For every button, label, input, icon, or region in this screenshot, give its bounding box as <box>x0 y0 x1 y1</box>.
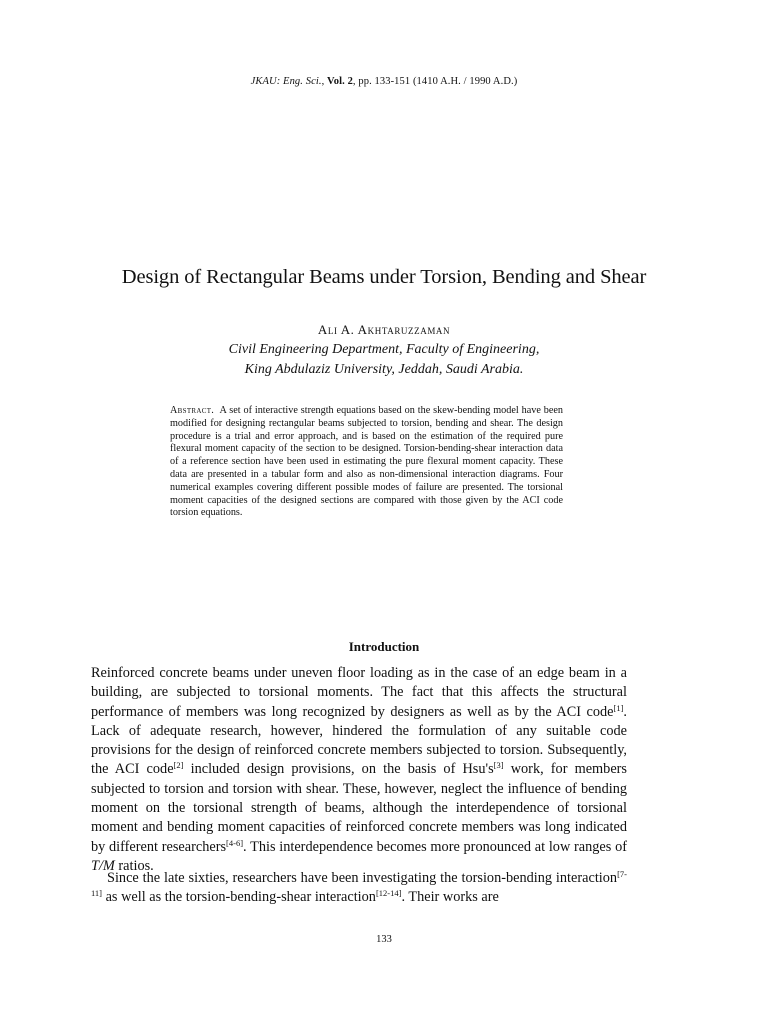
abstract <box>170 405 563 520</box>
citation-2: [2] <box>173 760 184 771</box>
citation-3: [3] <box>493 760 504 771</box>
abstract-text: A set of interactive strength equations based on the skew-bending model have been modified for designing rectangular beams subjected to torsion, bending and shear. The design procedure is a trial and error approach, and is based on the estimation of the required pure flexural moment capacity of the section to be designed. Torsion-bending-shear interaction data of a reference section have been used in estimating the pure flexural moment capacity. These data are presented in a tabular form and also as non-dimensional interaction diagrams. Four numerical examples covering different possible modes of failure are presented. The torsional moment capacities of the designed sections are compared with those given by the ACI code torsion equations. <box>170 405 564 519</box>
text-run: . Lack of adequate research, however, hindered the formulation of any suitable code provisions for the design of reinforced concrete members subjected to torsion. Subsequently, the ACI code <box>91 703 627 778</box>
text-run: . Their works are <box>401 889 499 906</box>
author-name: Ali A. Akhtaruzzaman <box>317 322 451 337</box>
affiliation-line-2: King Abdulaziz University, Jeddah, Saudi Arabia. <box>244 362 524 377</box>
introduction-heading: Introduction <box>348 639 420 654</box>
affiliation-line-1: Civil Engineering Department, Faculty of Engineering, <box>228 342 540 357</box>
journal-volume: Vol. 2 <box>327 76 353 87</box>
text-run: ratios. <box>114 857 154 874</box>
text-run: Since the late sixties, researchers have been investigating the torsion-bending interaction <box>107 870 618 886</box>
journal-name: JKAU: Eng. Sci. <box>250 76 322 87</box>
page-number: 133 <box>376 934 392 945</box>
citation-12-14: [12-14] <box>375 888 402 899</box>
paper-title: Design of Rectangular Beams under Torsion, Bending and Shear <box>121 266 647 288</box>
text-run: Reinforced concrete beams under uneven floor loading as in the case of an edge beam in a building, are subjected to torsional moments. The fact that this affects the structural performance of members was long recognized by designers as well as by the ACI code <box>91 665 627 720</box>
citation-4-6: [4-6] <box>226 837 244 848</box>
citation-7-11: [7-11] <box>91 869 627 899</box>
journal-header: JKAU: Eng. Sci., Vol. 2, pp. 133-151 (1410 A.H. / 1990 A.D.) <box>250 76 518 87</box>
text-run: as well as the torsion-bending-shear interaction <box>102 889 376 906</box>
text-run: work, for members subjected to torsion and torsion with shear. These, however, neglect the influence of bending moment on the torsional strength of beams, although the interdependence of torsional moment and bending moment capacities of reinforced concrete members was long indicated by different researchers <box>91 761 627 855</box>
journal-pages-dates: , pp. 133-151 (1410 A.H. / 1990 A.D.) <box>352 76 518 87</box>
text-run: included design provisions, on the basis of Hsu's <box>183 761 494 778</box>
tm-ratio: T/M <box>91 857 115 874</box>
text-run: . This interdependence becomes more pronounced at low ranges of <box>243 838 627 855</box>
citation-1: [1] <box>613 702 624 713</box>
introduction-paragraph-1 <box>91 664 627 876</box>
introduction-paragraph-2 <box>91 869 627 908</box>
abstract-label: Abstract. <box>170 405 215 416</box>
